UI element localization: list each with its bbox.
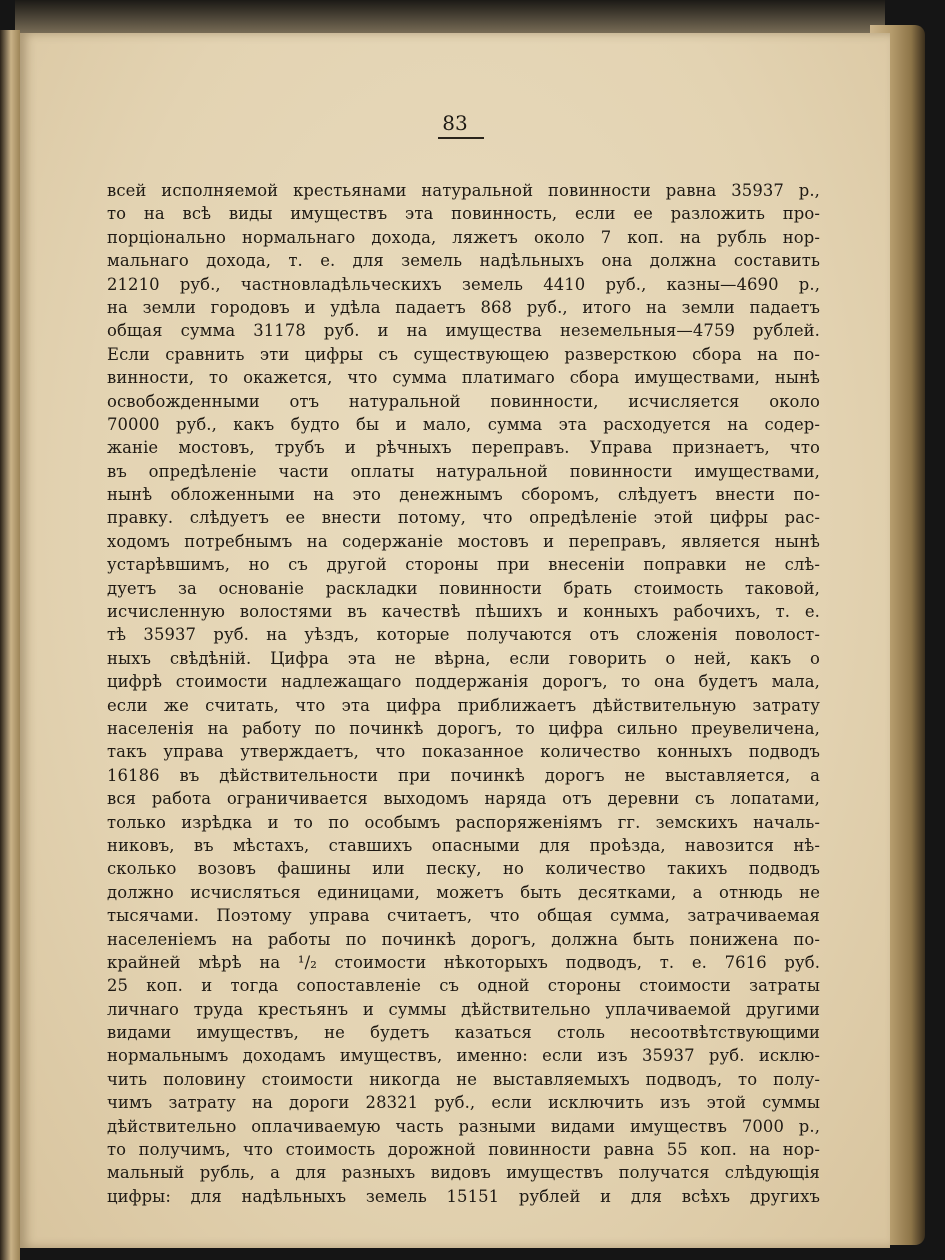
book-page — [20, 33, 890, 1248]
text-line: ходомъ потребнымъ на содержаніе мостовъ и переправъ, является нынѣ — [107, 531, 820, 551]
text-line: то получимъ, что стоимость дорожной повинности равна 55 коп. на нор- — [107, 1140, 820, 1160]
text-line: нормальнымъ доходамъ имуществъ, именно: если изъ 35937 руб. исклю- — [107, 1046, 820, 1066]
text-line: такъ управа утверждаетъ, что показанное количество конныхъ подводъ — [107, 742, 820, 762]
text-line: никовъ, въ мѣстахъ, ставшихъ опасными для проѣзда, навозится нѣ- — [107, 835, 820, 855]
text-line: нынѣ обложенными на это денежнымъ сборомъ, слѣдуетъ внести по- — [107, 485, 820, 505]
text-line: мальнаго дохода, т. е. для земель надѣльныхъ она должна составить — [107, 251, 820, 271]
text-line: 16186 въ дѣйствительности при починкѣ дорогъ не выставляется, а — [107, 765, 820, 785]
text-line: мальный рубль, а для разныхъ видовъ имуществъ получатся слѣдующія — [107, 1163, 820, 1183]
text-line: 70000 руб., какъ будто бы и мало, сумма эта расходуется на содер- — [107, 414, 820, 434]
text-line: правку. слѣдуетъ ее внести потому, что опредѣленіе этой цифры рас- — [107, 508, 820, 528]
page-number-rule — [438, 137, 484, 139]
text-line: населеніемъ на работы по починкѣ дорогъ, должна быть понижена по- — [107, 929, 820, 949]
text-line: личнаго труда крестьянъ и суммы дѣйствительно уплачиваемой другими — [107, 999, 820, 1019]
text-line: чить половину стоимости никогда не выставляемыхъ подводъ, то полу- — [107, 1069, 820, 1089]
text-line: только изрѣдка и то по особымъ распоряженіямъ гг. земскихъ началь- — [107, 812, 820, 832]
text-line: вся работа ограничивается выходомъ наряда отъ деревни съ лопатами, — [107, 789, 820, 809]
text-line: населенія на работу по починкѣ дорогъ, то цифра сильно преувеличена, — [107, 718, 820, 738]
text-line: цифрѣ стоимости надлежащаго поддержанія дорогъ, то она будетъ мала, — [107, 672, 820, 692]
body-text — [107, 179, 820, 1208]
text-line: дуетъ за основаніе раскладки повинности брать стоимость таковой, — [107, 578, 820, 598]
text-line: видами имуществъ, не будетъ казаться столь несоотвѣтствующими — [107, 1023, 820, 1043]
text-line: жаніе мостовъ, трубъ и рѣчныхъ переправъ. Управа признаетъ, что — [107, 438, 820, 458]
text-line: 21210 руб., частновладѣльческихъ земель 4410 руб., казны—4690 р., — [107, 274, 820, 294]
text-line: устарѣвшимъ, но съ другой стороны при внесеніи поправки не слѣ- — [107, 555, 820, 575]
text-line: въ опредѣленіе части оплаты натуральной повинности имуществами, — [107, 461, 820, 481]
text-line: тѣ 35937 руб. на уѣздъ, которые получаются отъ сложенія поволост- — [107, 625, 820, 645]
text-line: то на всѣ виды имуществъ эта повинность, если ее разложить про- — [107, 204, 820, 224]
page-number: 83 — [442, 111, 468, 135]
text-line: винности, то окажется, что сумма платимаго сбора имуществами, нынѣ — [107, 368, 820, 388]
text-line: сколько возовъ фашины или песку, но количество такихъ подводъ — [107, 859, 820, 879]
text-line: 25 коп. и тогда сопоставленіе съ одной стороны стоимости затраты — [107, 976, 820, 996]
text-line: дѣйствительно оплачиваемую часть разными видами имуществъ 7000 р., — [107, 1116, 820, 1136]
text-line: всей исполняемой крестьянами натуральной повинности равна 35937 р., — [107, 181, 820, 200]
left-page-edge — [0, 30, 20, 1260]
text-line: чимъ затрату на дороги 28321 руб., если исключить изъ этой суммы — [107, 1093, 820, 1113]
text-line: общая сумма 31178 руб. и на имущества неземельныя—4759 рублей. — [107, 321, 820, 341]
text-line: должно исчисляться единицами, можетъ быть десятками, а отнюдь не — [107, 882, 820, 902]
text-line: ныхъ свѣдѣній. Цифра эта не вѣрна, если говорить о ней, какъ о — [107, 648, 820, 668]
text-line: Если сравнить эти цифры съ существующею разверсткою сбора на по- — [107, 344, 820, 364]
text-line: крайней мѣрѣ на ¹/₂ стоимости нѣкоторыхъ подводъ, т. е. 7616 руб. — [107, 952, 820, 972]
text-line: тысячами. Поэтому управа считаетъ, что общая сумма, затрачиваемая — [107, 906, 820, 926]
text-line: на земли городовъ и удѣла падаетъ 868 руб., итого на земли падаетъ — [107, 297, 820, 317]
text-line: освобожденными отъ натуральной повинности, исчисляется около — [107, 391, 820, 411]
text-line: если же считать, что эта цифра приближаетъ дѣйствительную затрату — [107, 695, 820, 715]
text-line: исчисленную волостями въ качествѣ пѣшихъ и конныхъ рабочихъ, т. е. — [107, 602, 820, 622]
text-line: порціонально нормальнаго дохода, ляжетъ около 7 коп. на рубль нор- — [107, 227, 820, 247]
text-line: цифры: для надѣльныхъ земель 15151 рублей и для всѣхъ другихъ — [107, 1186, 820, 1206]
